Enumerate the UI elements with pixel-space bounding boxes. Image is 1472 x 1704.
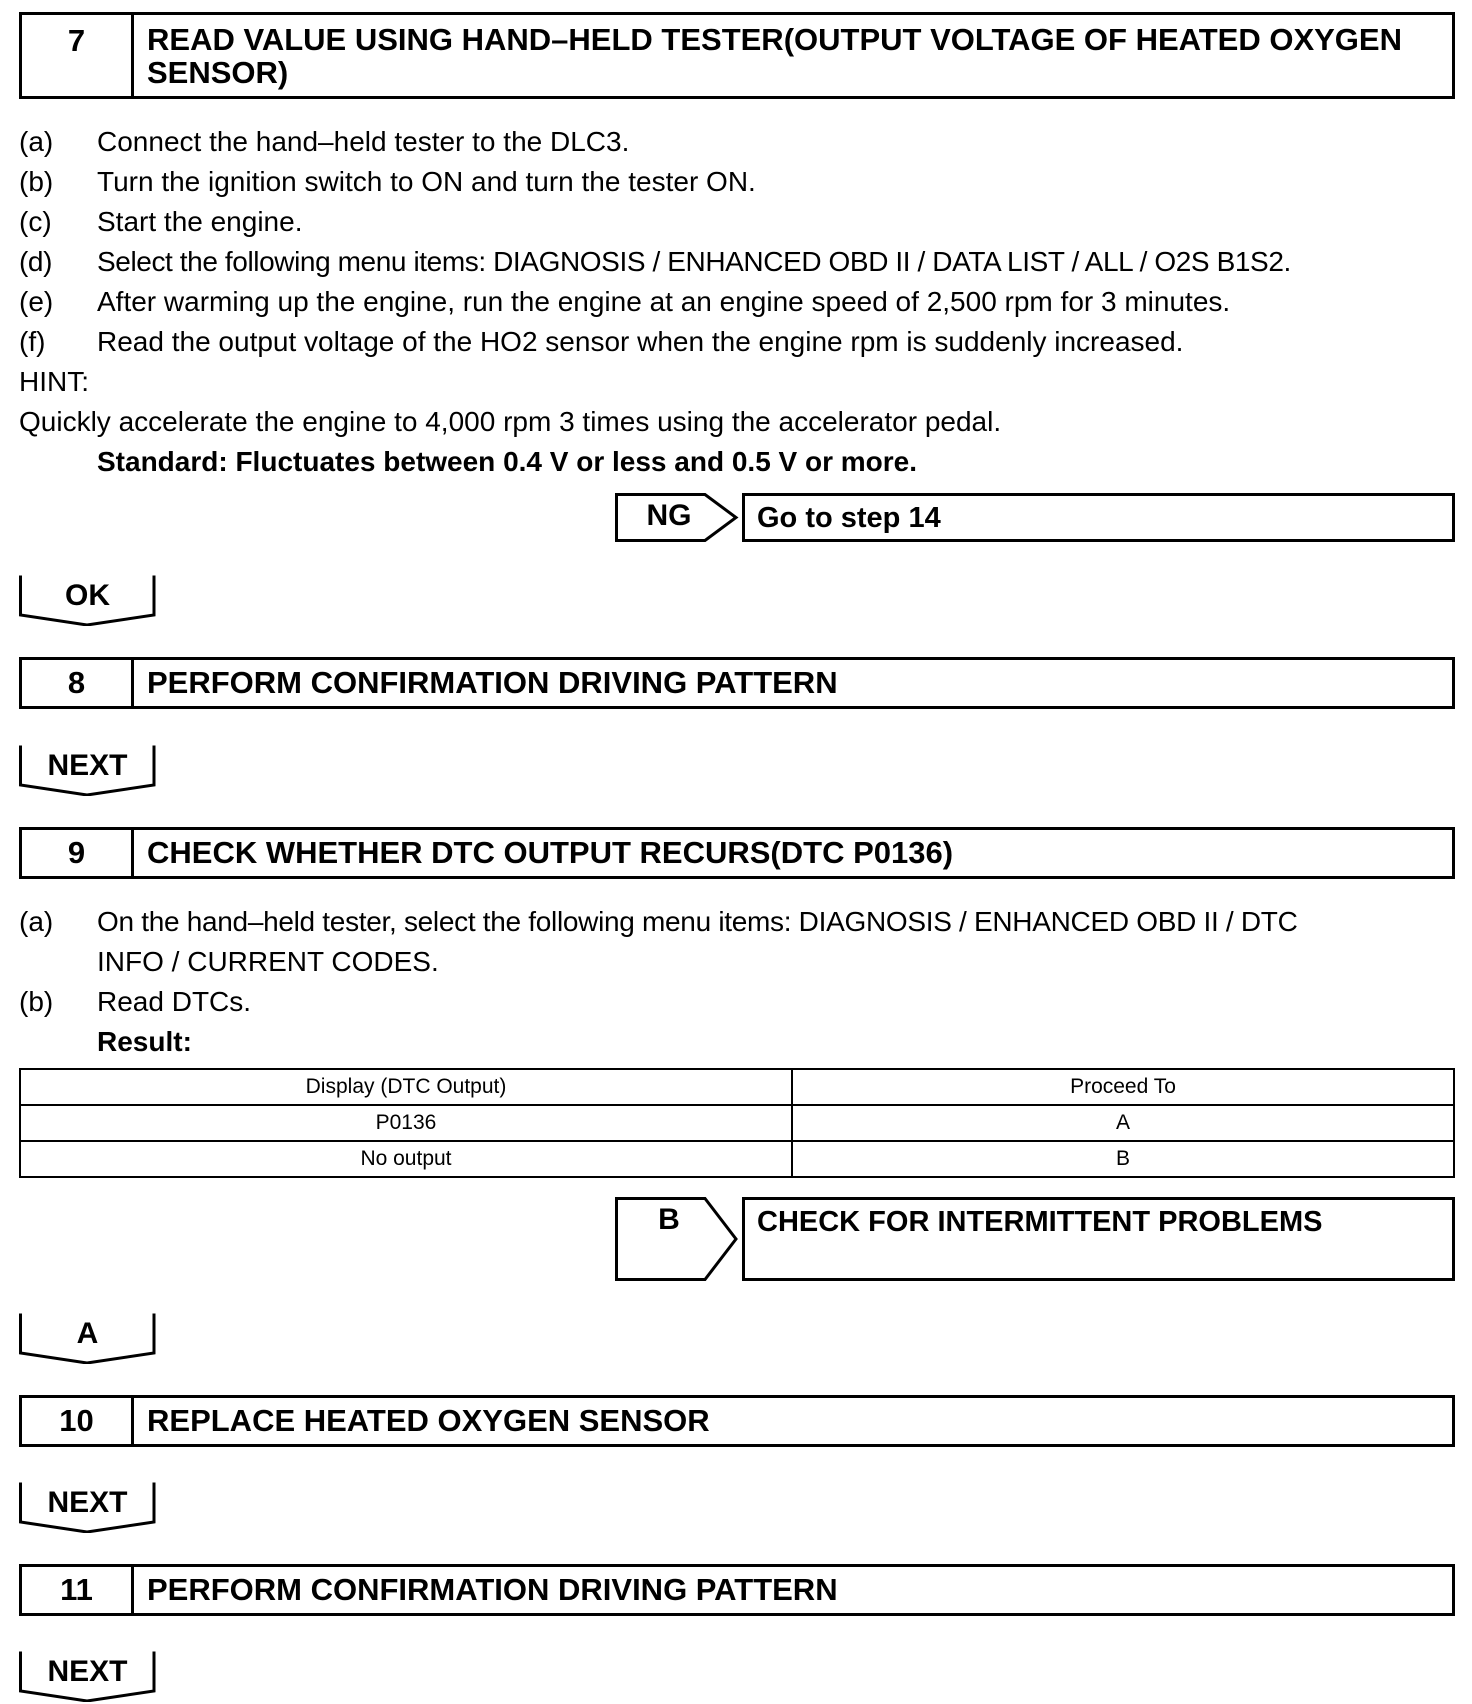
hint-label: HINT: <box>19 366 89 397</box>
step-number: 8 <box>22 660 134 706</box>
table-row <box>20 1141 1454 1177</box>
b-arrow <box>615 1197 739 1281</box>
step-title: CHECK WHETHER DTC OUTPUT RECURS(DTC P0136) <box>147 835 954 870</box>
step-title: PERFORM CONFIRMATION DRIVING PATTERN <box>147 665 838 700</box>
item-text: Select the following menu items: DIAGNOSIS / ENHANCED OBD II / DATA LIST / ALL / O2S B1S2. <box>97 246 1291 277</box>
next-flow-tag <box>19 1650 156 1702</box>
item-label: (f) <box>19 326 46 357</box>
b-target-box: CHECK FOR INTERMITTENT PROBLEMS <box>742 1197 1455 1281</box>
item-text: Turn the ignition switch to ON and turn the tester ON. <box>97 166 756 197</box>
item-label: (c) <box>19 206 52 237</box>
item-label: (e) <box>19 286 54 317</box>
hint-text: Quickly accelerate the engine to 4,000 rpm 3 times using the accelerator pedal. <box>19 406 1002 437</box>
ok-flow-tag <box>19 574 156 626</box>
table-header: Proceed To <box>792 1069 1454 1105</box>
table-cell: B <box>792 1141 1454 1177</box>
table-header: Display (DTC Output) <box>20 1069 792 1105</box>
table-row <box>20 1105 1454 1141</box>
item-label: (a) <box>19 906 54 937</box>
step-9-header <box>19 827 1455 879</box>
a-label: A <box>76 1317 99 1350</box>
instruction-item-continuation: INFO / CURRENT CODES. <box>97 946 439 977</box>
step-11-header <box>19 1564 1455 1616</box>
result-label: Result: <box>97 1026 192 1057</box>
next-label: NEXT <box>47 1486 128 1519</box>
next-flow-tag <box>19 1481 156 1533</box>
item-text: Connect the hand–held tester to the DLC3. <box>97 126 630 157</box>
item-text: On the hand–held tester, select the following menu items: DIAGNOSIS / ENHANCED OBD II / DTC <box>97 906 1298 937</box>
step-title: READ VALUE USING HAND–HELD TESTER(OUTPUT VOLTAGE OF HEATED OXYGEN SENSOR) <box>147 22 1402 90</box>
ok-label: OK <box>65 579 110 612</box>
result-table <box>19 1068 1455 1178</box>
ng-arrow <box>615 493 739 542</box>
b-label: B <box>658 1203 680 1236</box>
item-label: (d) <box>19 246 53 277</box>
item-label: (b) <box>19 986 54 1017</box>
a-flow-tag <box>19 1312 156 1364</box>
step-number: 7 <box>22 15 134 96</box>
step-title: REPLACE HEATED OXYGEN SENSOR <box>147 1403 710 1438</box>
table-cell: A <box>792 1105 1454 1141</box>
step-8-header <box>19 657 1455 709</box>
table-cell: No output <box>20 1141 792 1177</box>
item-text: After warming up the engine, run the engine at an engine speed of 2,500 rpm for 3 minutes. <box>97 286 1231 317</box>
ng-target-box: Go to step 14 <box>742 493 1455 542</box>
item-label: (b) <box>19 166 54 197</box>
step-number: 11 <box>22 1567 134 1613</box>
next-label: NEXT <box>47 1655 128 1688</box>
ng-label: NG <box>646 499 692 532</box>
step-title: PERFORM CONFIRMATION DRIVING PATTERN <box>147 1572 838 1607</box>
table-header-row <box>20 1069 1454 1105</box>
item-text: Read DTCs. <box>97 986 252 1017</box>
item-text: Start the engine. <box>97 206 303 237</box>
step-number: 9 <box>22 830 134 876</box>
next-label: NEXT <box>47 749 128 782</box>
next-flow-tag <box>19 744 156 796</box>
step-7-header <box>19 12 1455 99</box>
item-text: Read the output voltage of the HO2 sensor when the engine rpm is suddenly increased. <box>97 326 1184 357</box>
item-label: (a) <box>19 126 54 157</box>
step-number: 10 <box>22 1398 134 1444</box>
step-10-header <box>19 1395 1455 1447</box>
standard-text: Standard: Fluctuates between 0.4 V or less and 0.5 V or more. <box>97 446 918 477</box>
table-cell: P0136 <box>20 1105 792 1141</box>
